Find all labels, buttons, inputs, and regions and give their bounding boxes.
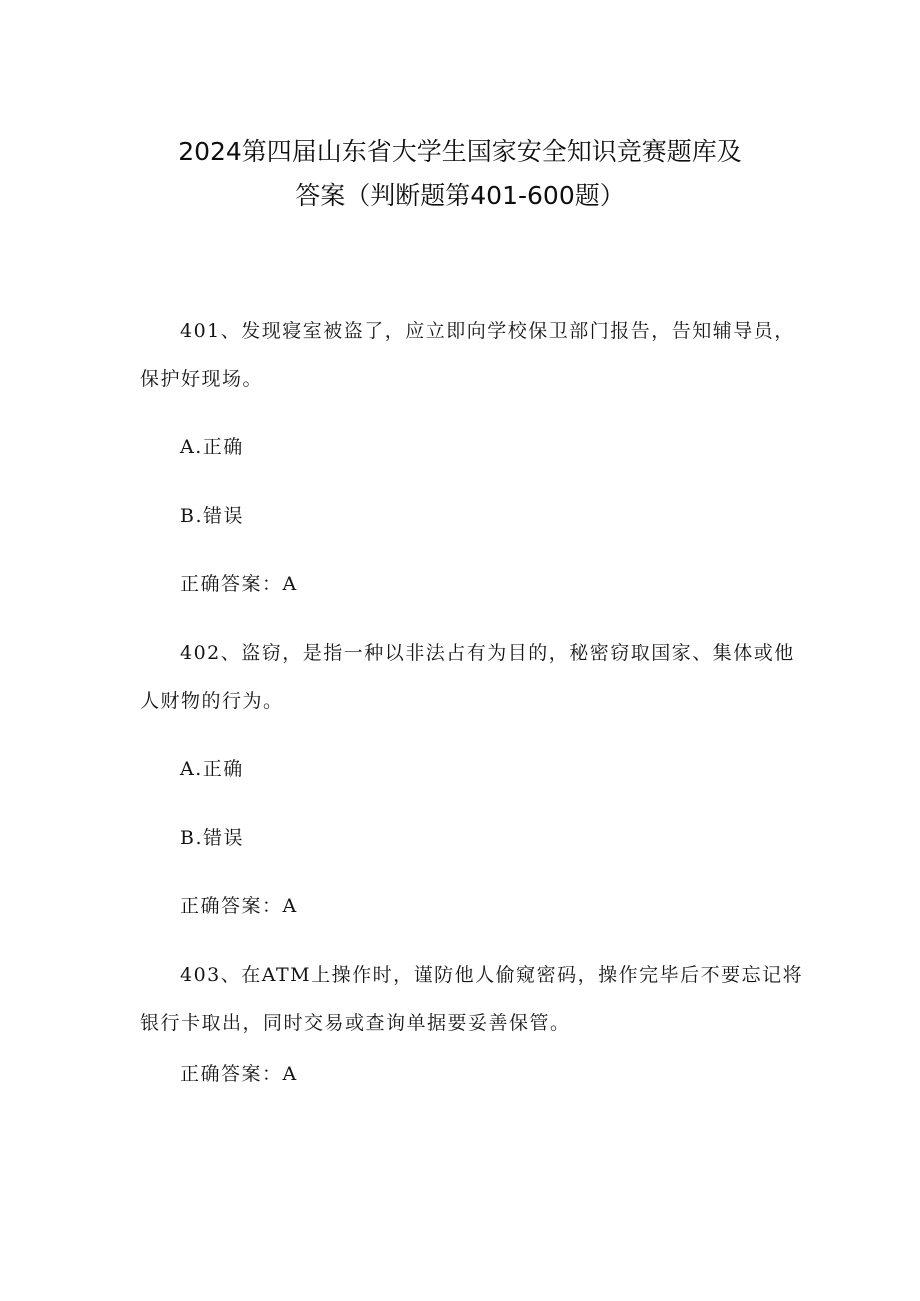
question-403-text-line-2: 银行卡取出，同时交易或查询单据要妥善保管。 bbox=[140, 1012, 571, 1034]
question-401-option-b: B.错误 bbox=[180, 505, 245, 527]
question-402-text-line-2: 人财物的行为。 bbox=[140, 690, 284, 712]
question-402-answer: 正确答案：A bbox=[180, 895, 298, 917]
question-402-text-line-1: 402、盗窃，是指一种以非法占有为目的，秘密窃取国家、集体或他 bbox=[180, 642, 795, 664]
question-401-text-line-1: 401、发现寝室被盗了，应立即向学校保卫部门报告，告知辅导员， bbox=[180, 320, 795, 342]
question-403-answer: 正确答案：A bbox=[180, 1063, 298, 1085]
question-401-text-line-2: 保护好现场。 bbox=[140, 368, 264, 390]
question-401-answer: 正确答案：A bbox=[180, 573, 298, 595]
question-403-text-line-1: 403、在ATM上操作时，谨防他人偷窥密码，操作完毕后不要忘记将 bbox=[180, 964, 804, 986]
question-401-option-a: A.正确 bbox=[180, 436, 244, 458]
document-title-line-1: 2024第四届山东省大学生国家安全知识竞赛题库及 bbox=[178, 137, 742, 166]
document-title-line-2: 答案（判断题第401-600题） bbox=[295, 181, 625, 210]
question-402-option-a: A.正确 bbox=[180, 758, 244, 780]
question-402-option-b: B.错误 bbox=[180, 827, 245, 849]
